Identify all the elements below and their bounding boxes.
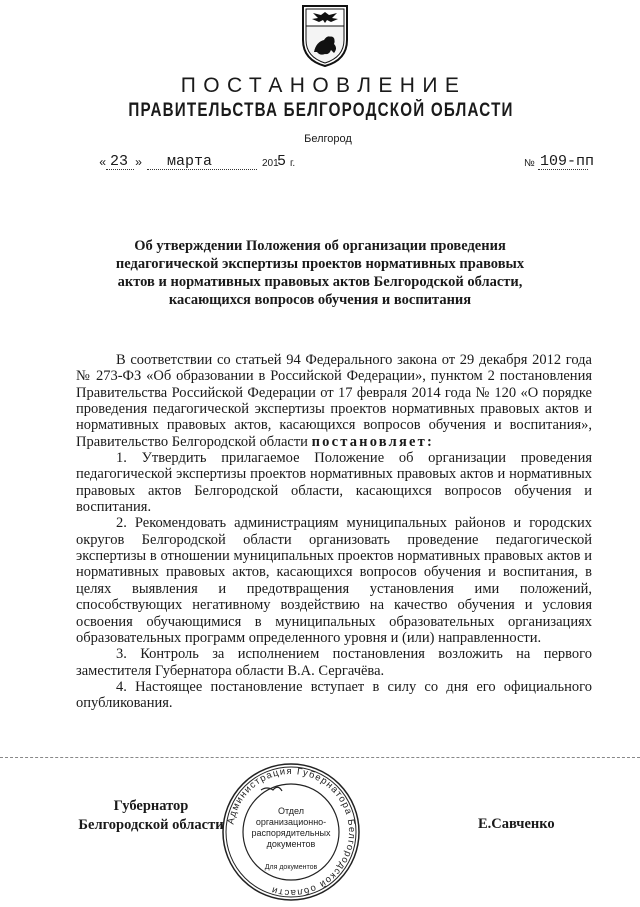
item-1: 1. Утвердить прилагаемое Положение об организации проведения педагогической экспертизы проектов нормативных правовых актов и нормативных правовых актов Белгородской области, касающихся вопросов обучения и воспитания. bbox=[76, 450, 592, 516]
coat-of-arms-emblem bbox=[300, 4, 350, 68]
stamp-ring-text: Администрация Губернатора Белгородской области bbox=[225, 765, 358, 899]
official-stamp bbox=[216, 762, 366, 902]
document-number: 109-пп bbox=[540, 153, 595, 170]
title-line: актов и нормативных правовых актов Белгородской области, bbox=[117, 274, 523, 290]
title-line: Об утверждении Положения об организации проведения bbox=[134, 238, 506, 254]
authority-heading: ПРАВИТЕЛЬСТВА БЕЛГОРОДСКОЙ ОБЛАСТИ bbox=[128, 100, 514, 121]
coat-of-arms-icon bbox=[300, 4, 350, 68]
signatory-position bbox=[76, 797, 226, 835]
item-4: 4. Настоящее постановление вступает в силу со дня его официального опубликования. bbox=[76, 678, 592, 712]
position-line: Белгородской области bbox=[78, 817, 224, 833]
position-line: Губернатор bbox=[113, 798, 189, 814]
preamble-paragraph bbox=[76, 352, 592, 450]
stamp-seal-icon bbox=[216, 762, 366, 902]
number-label: № bbox=[524, 158, 535, 169]
page-divider bbox=[0, 757, 640, 758]
stamp-bottom-text: Для документов bbox=[264, 864, 318, 871]
item-3: 3. Контроль за исполнением постановления возложить на первого заместителя Губернатора области В.А. Сергачёва. bbox=[76, 646, 592, 679]
stamp-center-line: организационно- bbox=[255, 817, 327, 827]
date-month: марта bbox=[167, 153, 213, 170]
day-underline bbox=[106, 169, 134, 170]
month-underline bbox=[147, 169, 257, 170]
document-title bbox=[100, 237, 540, 309]
signatory-name: Е.Савченко bbox=[478, 816, 555, 832]
number-underline bbox=[538, 169, 588, 170]
date-day: 23 bbox=[110, 153, 129, 170]
date-quote-close: » bbox=[135, 156, 143, 170]
date-quote-open: « bbox=[99, 156, 107, 170]
year-mark: г. bbox=[290, 158, 296, 169]
stamp-center-line: распорядительных bbox=[251, 828, 331, 838]
title-line: педагогической экспертизы проектов нормативных правовых bbox=[115, 256, 525, 272]
document-type-heading: ПОСТАНОВЛЕНИЕ bbox=[180, 74, 467, 97]
preamble-verb: постановляет: bbox=[311, 433, 435, 450]
city-label: Белгород bbox=[304, 133, 352, 145]
item-2: 2. Рекомендовать администрациям муниципальных районов и городских округов Белгородской области организовать проведение педагогической экспертизы в отношении муниципальных проектов нормативных правовых актов и нормативных правовых актов, касающихся вопросов обучения и воспитания, в целях выявления и предотвращения установления ими положений, способствующих негативному воздействию на качество обучения и условия освоения обучающимися в муниципальных образовательных организациях образовательных программ определенного уровня и (или) направленности. bbox=[76, 515, 592, 646]
stamp-center-line: документов bbox=[266, 839, 316, 849]
year-prefix: 201 bbox=[262, 158, 279, 169]
preamble-text: В соответствии со статьей 94 Федерального закона от 29 декабря 2012 года № 273-ФЗ «Об образовании в Российской Федерации», пунктом 2 постановления Правительства Российской Федерации от 17 февраля 2014 года № 120 «О порядке проведения педагогической экспертизы проектов нормативных правовых актов и нормативных правовых актов, касающихся вопросов обучения и воспитания», Правительство Белгородской области bbox=[76, 352, 592, 450]
year-suffix: 5 bbox=[277, 153, 287, 170]
stamp-center-line: Отдел bbox=[277, 806, 305, 816]
document-body bbox=[76, 352, 592, 712]
title-line: касающихся вопросов обучения и воспитания bbox=[168, 292, 472, 308]
